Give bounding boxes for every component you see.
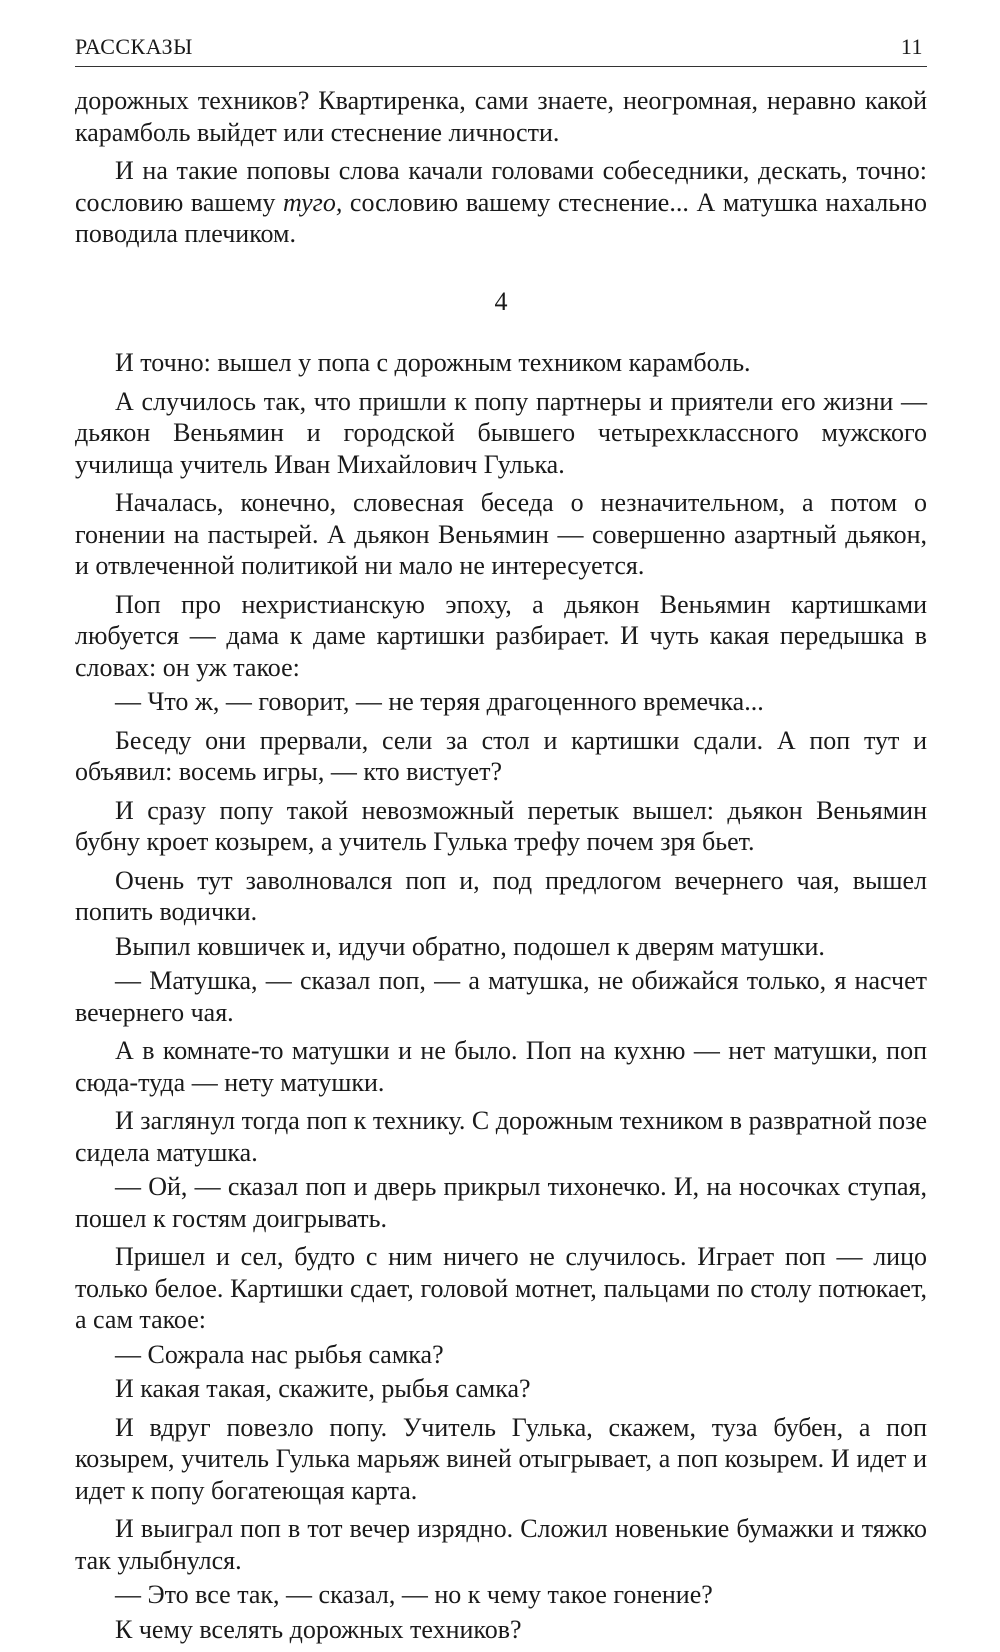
paragraph: И точно: вышел у попа с дорожным техником карамболь. xyxy=(115,348,751,377)
paragraph: И вдруг повезло попу. Учитель Гулька, скажем, туза бубен, а поп козырем, учитель Гулька марьяж виней отыгрывает, а поп козырем. И идет и идет к попу богатеющая карта. xyxy=(75,1412,927,1505)
paragraph: Поп про нехристианскую эпоху, а дьякон Веньямин картишками любуется — дама к даме картишки разбирает. И чуть какая передышка в словах: он уж такое: xyxy=(75,589,927,682)
running-header xyxy=(75,32,927,67)
paragraph: А случилось так, что пришли к попу партнеры и приятели его жизни — дьякон Веньямин и городской бывшего четырехклассного мужского училища учитель Иван Михайлович Гулька. xyxy=(75,386,927,479)
paragraph: И выиграл поп в тот вечер изрядно. Сложил новенькие бумажки и тяжко так улыбнулся. xyxy=(75,1514,927,1575)
dialogue-line: — Ой, — сказал поп и дверь прикрыл тихонечко. И, на носочках ступая, пошел к гостям доигрывать. xyxy=(75,1172,927,1233)
dialogue-line: — Сожрала нас рыбья самка? xyxy=(115,1339,444,1369)
paragraph: Беседу они прервали, сели за стол и картишки сдали. А поп тут и объявил: восемь игры, — кто вистует? xyxy=(75,725,927,786)
italic-word: туго, xyxy=(283,187,343,217)
paragraph: Началась, конечно, словесная беседа о незначительном, а потом о гонении на пастырей. А дьякон Веньямин — совершенно азартный дьякон, и отвлеченной политикой ни мало не интересуется. xyxy=(75,488,927,580)
paragraph: И сразу попу такой невозможный перетык вышел: дьякон Веньямин бубну кроет козырем, а учитель Гулька трефу почем зря бьет. xyxy=(75,795,927,856)
paragraph xyxy=(75,155,927,250)
book-page xyxy=(75,32,927,1652)
section-number: 4 xyxy=(494,286,508,316)
story-text xyxy=(75,85,927,1645)
paragraph: дорожных техников? Квартиренка, сами знаете, неогромная, неравно какой карамболь выйдет или стеснение личности. xyxy=(75,86,927,147)
paragraph: И какая такая, скажите, рыбья самка? xyxy=(115,1374,531,1403)
paragraph: Очень тут заволновался поп и, под предлогом вечернего чая, вышел попить водички. xyxy=(75,865,927,926)
paragraph: Выпил ковшичек и, идучи обратно, подошел к дверям матушки. xyxy=(115,931,825,961)
page-number: 11 xyxy=(900,34,923,59)
paragraph: А в комнате-то матушки и не было. Поп на кухню — нет матушки, поп сюда-туда — нету матушки. xyxy=(75,1036,927,1097)
dialogue-line: — Это все так, — сказал, — но к чему такое гонение? xyxy=(115,1580,713,1609)
paragraph: Пришел и сел, будто с ним ничего не случилось. Играет поп — лицо только белое. Картишки сдает, головой мотнет, пальцами по столу потюкает, а сам такое: xyxy=(75,1242,927,1334)
paragraph: К чему вселять дорожных техников? xyxy=(115,1614,522,1644)
text-run: И на такие поповы слова качали головами собеседники, дескать, точно: сословию вашему xyxy=(75,156,927,217)
text-run: сословию вашему стеснение... А матушка нахально поводила плечиком. xyxy=(75,187,927,248)
running-title: РАССКАЗЫ xyxy=(75,34,193,59)
dialogue-line: — Матушка, — сказал поп, — а матушка, не обижайся только, я насчет вечернего чая. xyxy=(75,966,927,1027)
dialogue-line: — Что ж, — говорит, — не теряя драгоценного времечка... xyxy=(115,687,764,716)
paragraph: И заглянул тогда поп к технику. С дорожным техником в развратной позе сидела матушка. xyxy=(75,1106,927,1167)
